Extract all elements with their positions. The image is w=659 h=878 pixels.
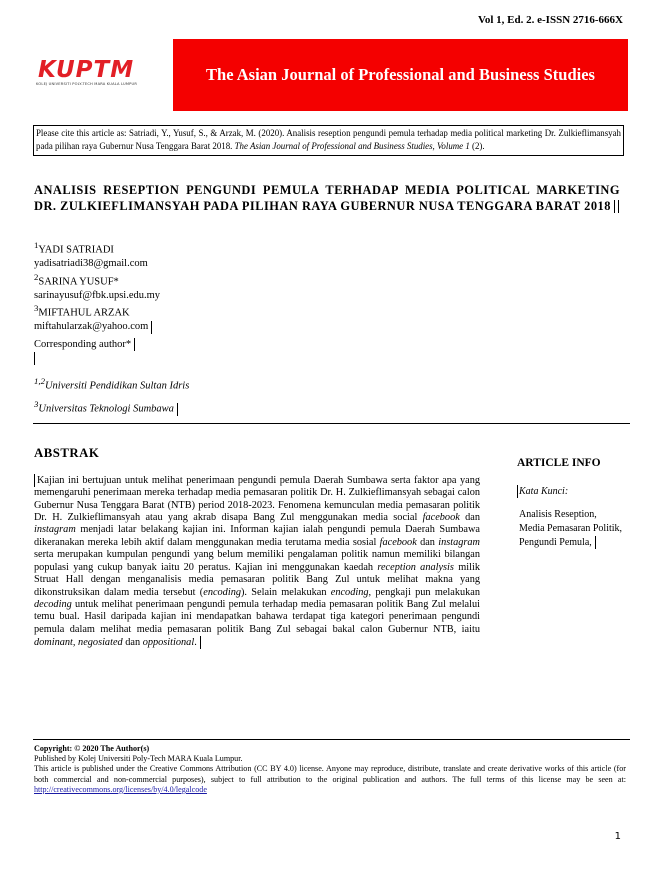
article-info-heading: ARTICLE INFO: [517, 457, 601, 469]
volume-info: Vol 1, Ed. 2. e-ISSN 2716-666X: [477, 14, 623, 26]
author-name: YADI SATRIADI: [38, 244, 114, 256]
logo-text: KUPTM: [38, 57, 135, 83]
affiliation-2: $^3$Universitas Teknologi Sumbawa: [34, 399, 178, 416]
page-number: 1: [614, 831, 621, 842]
keyword: Pengundi Pemula,: [519, 537, 592, 548]
logo-subtext: KOLEJ UNIVERSITI POLY-TECH MARA KUALA LUMPUR: [36, 82, 138, 86]
citation-text: Please cite this article as: Satriadi, Y., Yusuf, S., & Arzak, M. (2020). Analisis reseption pengundi pemula terhadap media political marketing Dr. Zulkieflimansyah pada pilihan raya Gubernur Nusa Tenggara Barat 2018.: [36, 128, 621, 152]
keywords-label: Kata Kunci:: [519, 485, 569, 497]
article-title: ANALISIS RESEPTION PENGUNDI PEMULA TERHADAP MEDIA POLITICAL MARKETING DR. ZULKIEFLIMANSYAH PADA PILIHAN RAYA GUBERNUR NUSA TENGGARA BARAT 2018: [34, 183, 620, 213]
text-cursor: [34, 352, 36, 365]
publisher: Published by Kolej Universiti Poly-Tech MARA Kuala Lumpur.: [34, 754, 243, 764]
abstract-body: Kajian ini bertujuan untuk melihat penerimaan pengundi pemula Daerah Sumbawa serta faktor apa yang memengaruhi penerimaan mereka terhadap media pemasaran politik Dr. H. Zulkieflimansyah sebagai calon Gubernur Nusa Tenggara Barat (NTB) period 2018-2023. Fenomena kemunculan media pemasaran politik Dr. H. Zulkieflimansyah atau yang akrab disapa Bang Zul menggunakan media social facebook dan instagram menjadi latar belakang kajian ini. Informan kajian ialah pengundi pemula Daerah Sumbawa dikeranakan mereka lebih aktif dalam menggunakan media terutama media sosial facebook dan instagram serta merupakan kumpulan pengundi yang belum memiliki pengalaman politik namun memiliki bilangan populasi yang cukup banyak iaitu 20 peratus. Kajian ini menggunakan kaedah reception analysis milik Struat Hall dengan menganalisis media pemasaran politik Bang Zul untuk melihat makna yang dikonstruksikan dalam media tersebut (encoding). Selain melakukan encoding, pengkaji pun melakukan decoding untuk melihat penerimaan pengundi pemula terhadap media pemasaran politik Bang Zul melalui temu bual. Hasil daripada kajian ini mendapatkan bahawa terdapat tiga kategori penerimaan pengundi pemula dalam melihat media pemasaran politik Bang Zul sebagai bakal calon Gubernur NTB, iaitu dominant, negosiated dan oppositional.: [34, 474, 481, 648]
keyword: Media Pemasaran Politik,: [519, 523, 623, 534]
copyright: Copyright: © 2020 The Author(s): [34, 744, 150, 753]
abstract-heading: ABSTRAK: [34, 446, 100, 460]
author-name: SARINA YUSUF*: [38, 276, 119, 288]
author-1: $^1$YADI SATRIADI yadisatriadi38@gmail.com $^2$SARINA YUSUF* sarinayusuf@fbk.upsi.edu.my $^3$MIFTAHUL ARZAK miftahularzak@yahoo.com: [34, 240, 161, 333]
footer-divider: [33, 739, 630, 740]
corresponding-author: Corresponding author*: [34, 338, 135, 352]
keyword: Analisis Reseption,: [519, 509, 597, 520]
license-text: This article is published under the Creative Commons Attribution (CC BY 4.0) license. Anyone may reproduce, distribute, translate and create derivative works of this article (for both commercial and non-commercial purposes), subject to full attribution to the original publication and authors. The full terms of this license may be seen at: http://creativecommons.org/licenses/by/4.0/legalcode: [34, 764, 626, 794]
author-email: yadisatriadi38@gmail.com: [34, 258, 148, 270]
keywords-list: [519, 508, 622, 550]
citation-box: [33, 125, 624, 156]
footer: [34, 744, 626, 795]
journal-title: The Asian Journal of Professional and Business Studies: [206, 65, 595, 84]
author-name: MIFTAHUL ARZAK: [38, 307, 130, 319]
citation-journal: The Asian Journal of Professional and Business Studies, Volume 1: [234, 141, 470, 152]
journal-banner: [173, 39, 628, 111]
divider: [33, 423, 630, 424]
author-email: miftahularzak@yahoo.com: [34, 321, 149, 333]
affiliation-1: $^{1,2}$Universiti Pendidikan Sultan Idris: [34, 376, 190, 392]
license-link[interactable]: http://creativecommons.org/licenses/by/4.0/legalcode: [34, 784, 207, 794]
citation-end: (2).: [469, 141, 485, 152]
author-email: sarinayusuf@fbk.upsi.edu.my: [34, 289, 161, 301]
